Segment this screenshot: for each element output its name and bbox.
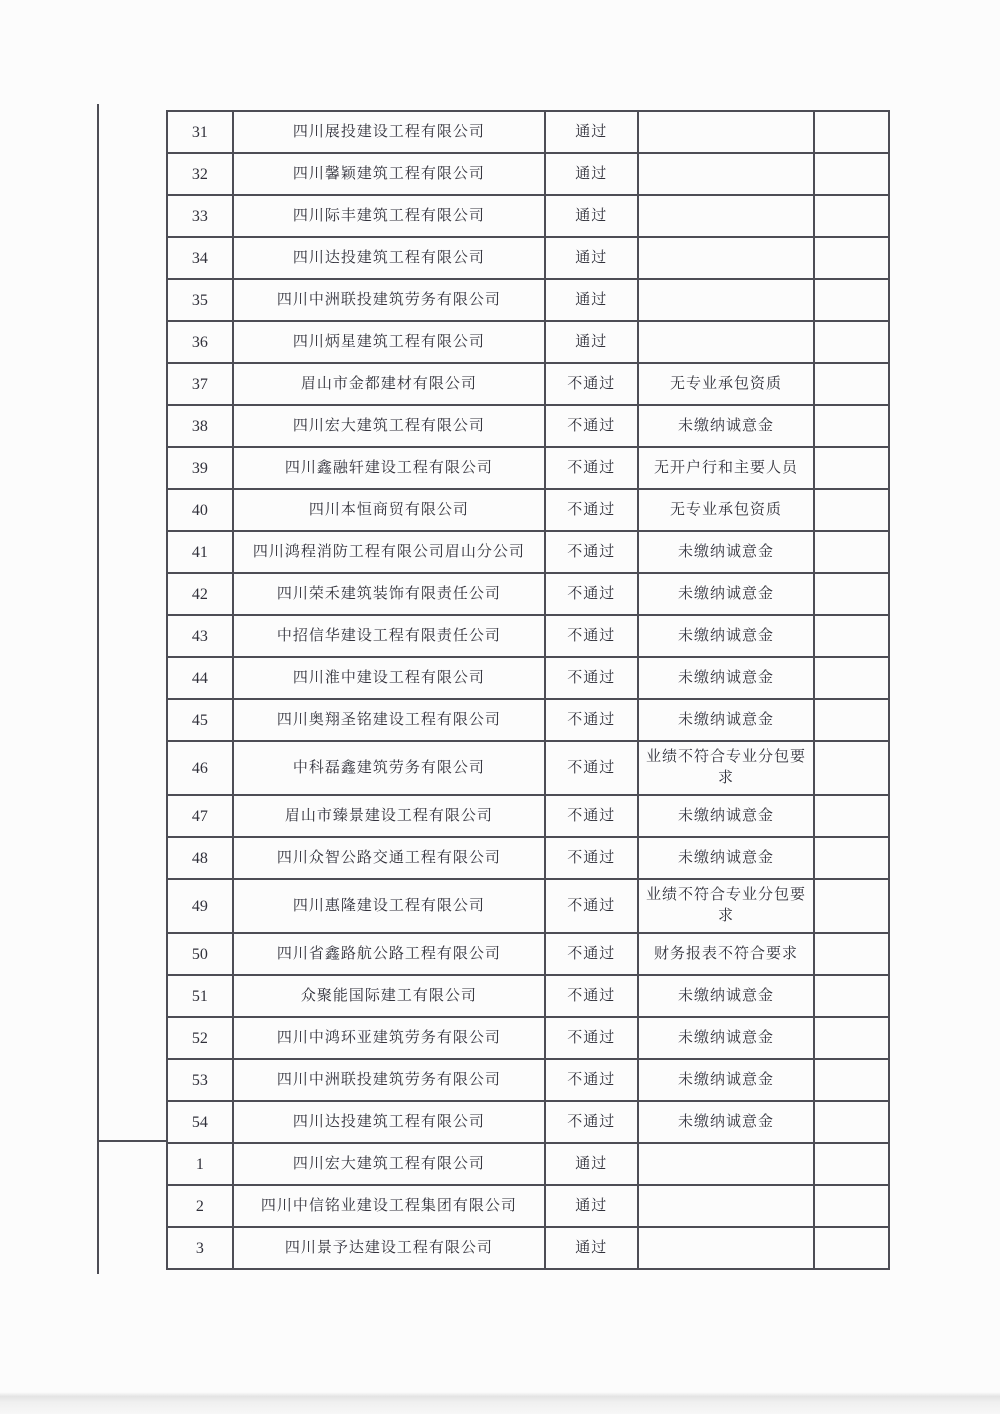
row-number-cell: 47 [168,796,234,836]
table-row [168,1018,890,1060]
row-number-cell: 42 [168,574,234,614]
reason-cell: 无开户行和主要人员 [639,448,816,488]
remark-cell [815,1186,890,1226]
row-number-cell: 36 [168,322,234,362]
company-name-cell: 四川中洲联投建筑劳务有限公司 [234,280,546,320]
remark-cell [815,742,890,794]
result-cell: 不通过 [546,838,639,878]
reason-cell [639,280,816,320]
company-name-cell: 中招信华建设工程有限责任公司 [234,616,546,656]
reason-cell [639,1144,816,1184]
result-cell: 不通过 [546,880,639,932]
company-name-cell: 四川际丰建筑工程有限公司 [234,196,546,236]
company-name-cell: 四川省鑫路航公路工程有限公司 [234,934,546,974]
row-number-cell: 39 [168,448,234,488]
company-name-cell: 四川中鸿环亚建筑劳务有限公司 [234,1018,546,1058]
remark-cell [815,322,890,362]
company-name-cell: 四川达投建筑工程有限公司 [234,1102,546,1142]
company-name-cell: 四川景予达建设工程有限公司 [234,1228,546,1268]
reason-cell: 无专业承包资质 [639,490,816,530]
reason-cell: 未缴纳诚意金 [639,658,816,698]
remark-cell [815,490,890,530]
remark-cell [815,658,890,698]
remark-cell [815,574,890,614]
result-cell: 不通过 [546,616,639,656]
row-number-cell: 51 [168,976,234,1016]
table-row [168,1102,890,1144]
reason-cell: 无专业承包资质 [639,364,816,404]
remark-cell [815,880,890,932]
table-row [168,700,890,742]
result-cell: 不通过 [546,658,639,698]
result-cell: 不通过 [546,406,639,446]
table-row [168,154,890,196]
company-name-cell: 四川中信铭业建设工程集团有限公司 [234,1186,546,1226]
company-name-cell: 眉山市金都建材有限公司 [234,364,546,404]
row-number-cell: 34 [168,238,234,278]
row-number-cell: 48 [168,838,234,878]
result-cell: 不通过 [546,1018,639,1058]
reason-cell: 未缴纳诚意金 [639,976,816,1016]
category-cell-section-1 [99,104,166,1142]
remark-cell [815,532,890,572]
result-cell: 不通过 [546,700,639,740]
result-cell: 通过 [546,280,639,320]
company-name-cell: 四川荣禾建筑装饰有限责任公司 [234,574,546,614]
table-row [168,448,890,490]
remark-cell [815,796,890,836]
table-row [168,112,890,154]
company-name-cell: 四川展投建设工程有限公司 [234,112,546,152]
row-number-cell: 38 [168,406,234,446]
reason-cell: 业绩不符合专业分包要求 [639,742,816,794]
company-name-cell: 四川众智公路交通工程有限公司 [234,838,546,878]
remark-cell [815,364,890,404]
row-number-cell: 52 [168,1018,234,1058]
row-number-cell: 40 [168,490,234,530]
company-name-cell: 四川淮中建设工程有限公司 [234,658,546,698]
reason-cell: 未缴纳诚意金 [639,796,816,836]
table-section-1 [168,112,890,1144]
row-number-cell: 41 [168,532,234,572]
result-cell: 通过 [546,1144,639,1184]
reason-cell [639,154,816,194]
reason-cell: 财务报表不符合要求 [639,934,816,974]
reason-cell: 未缴纳诚意金 [639,1102,816,1142]
remark-cell [815,448,890,488]
row-number-cell: 2 [168,1186,234,1226]
table-row [168,574,890,616]
remark-cell [815,238,890,278]
table-row [168,280,890,322]
table-row [168,976,890,1018]
company-name-cell: 四川中洲联投建筑劳务有限公司 [234,1060,546,1100]
reason-cell [639,196,816,236]
remark-cell [815,1144,890,1184]
table-row [168,406,890,448]
table-row [168,616,890,658]
reason-cell: 未缴纳诚意金 [639,838,816,878]
reason-cell: 业绩不符合专业分包要求 [639,880,816,932]
reason-cell: 未缴纳诚意金 [639,574,816,614]
table-row [168,658,890,700]
table-row [168,196,890,238]
row-number-cell: 32 [168,154,234,194]
remark-cell [815,616,890,656]
table-row [168,1228,890,1270]
company-name-cell: 四川本恒商贸有限公司 [234,490,546,530]
result-cell: 不通过 [546,796,639,836]
table-row [168,796,890,838]
remark-cell [815,934,890,974]
row-number-cell: 43 [168,616,234,656]
row-number-cell: 37 [168,364,234,404]
company-name-cell: 四川达投建筑工程有限公司 [234,238,546,278]
company-name-cell: 四川宏大建筑工程有限公司 [234,1144,546,1184]
review-results-table [97,110,890,1270]
table-row [168,742,890,796]
result-cell: 不通过 [546,1060,639,1100]
table-row [168,880,890,934]
row-number-cell: 46 [168,742,234,794]
remark-cell [815,112,890,152]
row-number-cell: 1 [168,1144,234,1184]
result-cell: 不通过 [546,448,639,488]
table-row [168,364,890,406]
result-cell: 不通过 [546,976,639,1016]
row-number-cell: 3 [168,1228,234,1268]
table-row [168,838,890,880]
reason-cell [639,322,816,362]
result-cell: 通过 [546,238,639,278]
table-row [168,532,890,574]
row-number-cell: 35 [168,280,234,320]
result-cell: 通过 [546,112,639,152]
row-number-cell: 50 [168,934,234,974]
table-section-2 [168,1144,890,1270]
row-number-cell: 53 [168,1060,234,1100]
remark-cell [815,838,890,878]
table-body [166,110,890,1270]
remark-cell [815,700,890,740]
company-name-cell: 四川宏大建筑工程有限公司 [234,406,546,446]
reason-cell: 未缴纳诚意金 [639,406,816,446]
table-row [168,1186,890,1228]
reason-cell [639,238,816,278]
scan-artifact-bottom-edge [0,1392,1000,1414]
result-cell: 通过 [546,322,639,362]
reason-cell [639,1186,816,1226]
row-number-cell: 49 [168,880,234,932]
remark-cell [815,1102,890,1142]
row-number-cell: 44 [168,658,234,698]
result-cell: 不通过 [546,490,639,530]
table-row [168,490,890,532]
reason-cell: 未缴纳诚意金 [639,1060,816,1100]
reason-cell: 未缴纳诚意金 [639,700,816,740]
category-cell-section-2 [99,1142,166,1274]
company-name-cell: 四川惠隆建设工程有限公司 [234,880,546,932]
company-name-cell: 四川馨颖建筑工程有限公司 [234,154,546,194]
remark-cell [815,154,890,194]
remark-cell [815,196,890,236]
company-name-cell: 四川奥翔圣铭建设工程有限公司 [234,700,546,740]
remark-cell [815,1018,890,1058]
result-cell: 不通过 [546,934,639,974]
company-name-cell: 四川鑫融轩建设工程有限公司 [234,448,546,488]
remark-cell [815,976,890,1016]
table-row [168,238,890,280]
company-name-cell: 中科磊鑫建筑劳务有限公司 [234,742,546,794]
remark-cell [815,1228,890,1268]
result-cell: 不通过 [546,742,639,794]
reason-cell [639,112,816,152]
result-cell: 不通过 [546,532,639,572]
row-number-cell: 54 [168,1102,234,1142]
company-name-cell: 四川炳星建筑工程有限公司 [234,322,546,362]
company-name-cell: 众聚能国际建工有限公司 [234,976,546,1016]
result-cell: 通过 [546,1228,639,1268]
reason-cell [639,1228,816,1268]
row-number-cell: 31 [168,112,234,152]
row-number-cell: 45 [168,700,234,740]
remark-cell [815,406,890,446]
company-name-cell: 眉山市臻景建设工程有限公司 [234,796,546,836]
table-row [168,934,890,976]
row-number-cell: 33 [168,196,234,236]
result-cell: 通过 [546,1186,639,1226]
result-cell: 不通过 [546,574,639,614]
table-row [168,1144,890,1186]
result-cell: 通过 [546,154,639,194]
result-cell: 通过 [546,196,639,236]
result-cell: 不通过 [546,1102,639,1142]
reason-cell: 未缴纳诚意金 [639,1018,816,1058]
table-row [168,322,890,364]
company-name-cell: 四川鸿程消防工程有限公司眉山分公司 [234,532,546,572]
reason-cell: 未缴纳诚意金 [639,616,816,656]
category-column [97,104,166,1274]
table-row [168,1060,890,1102]
result-cell: 不通过 [546,364,639,404]
remark-cell [815,280,890,320]
reason-cell: 未缴纳诚意金 [639,532,816,572]
remark-cell [815,1060,890,1100]
